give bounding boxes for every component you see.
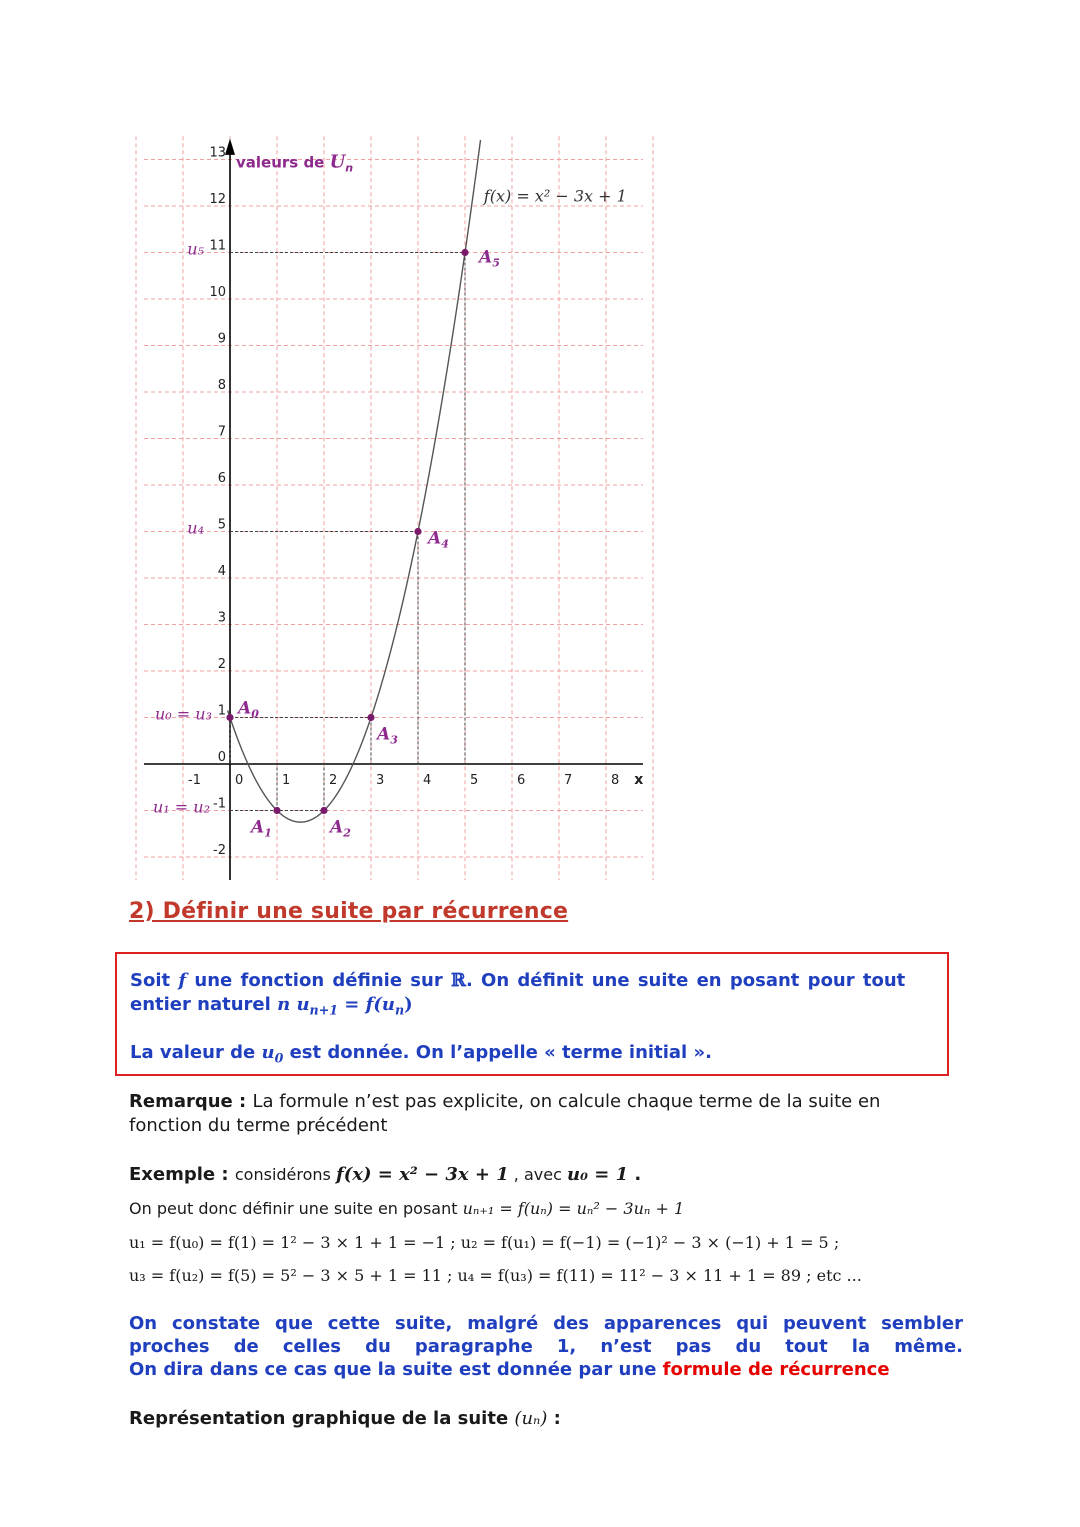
point-label: $A_2$: [330, 817, 351, 840]
graph-canvas: [120, 120, 680, 880]
sequence-term-label: u₁ = u₂: [152, 797, 210, 817]
sequence-point: [320, 807, 327, 814]
y-tick-label: 8: [217, 378, 226, 393]
graph-title: valeurs de $U_n$: [236, 151, 354, 175]
y-tick-label: 0: [217, 750, 226, 765]
x-tick-label: 6: [517, 773, 526, 788]
definition-box: [115, 952, 949, 1076]
definition-line-1: Soit f une fonction définie sur ℝ. On définit une suite en posant pour tout: [130, 970, 906, 991]
sequence-point: [273, 807, 280, 814]
x-tick-label: -1: [188, 773, 201, 788]
y-tick-label: 10: [209, 285, 226, 300]
x-tick-label: 8: [611, 773, 620, 788]
y-tick-label: -2: [213, 843, 226, 858]
function-curve: [228, 140, 481, 822]
point-label: $A_5$: [479, 247, 500, 270]
example-line-2: On peut donc définir une suite en posant uₙ₊₁ = f(uₙ) = uₙ² − 3uₙ + 1: [129, 1199, 685, 1218]
x-tick-label: 4: [423, 773, 432, 788]
x-tick-label: 7: [564, 773, 573, 788]
y-tick-label: 3: [217, 610, 226, 626]
point-label: $A_3$: [377, 724, 398, 747]
remark-line-2: fonction du terme précédent: [129, 1115, 388, 1136]
sequence-term-label: u₀ = u₃: [154, 704, 212, 724]
x-tick-label: 5: [470, 773, 479, 788]
example-line-3: u₁ = f(u₀) = f(1) = 1² − 3 × 1 + 1 = −1 ; u₂ = f(u₁) = f(−1) = (−1)² − 3 × (−1) + 1 = 5 ;: [129, 1233, 840, 1252]
conclusion-line-1: On constate que cette suite, malgré des apparences qui peuvent sembler: [129, 1313, 963, 1334]
x-tick-label: 0: [235, 773, 244, 788]
point-label: $A_4$: [428, 528, 449, 551]
x-tick-label: 2: [329, 773, 338, 788]
point-label: $A_1$: [251, 817, 272, 840]
y-tick-label: 2: [217, 657, 226, 672]
y-tick-label: 11: [209, 238, 226, 254]
y-tick-label: 1: [217, 703, 226, 719]
conclusion-line-3: On dira dans ce cas que la suite est donnée par une formule de récurrence: [129, 1359, 890, 1380]
x-tick-label: 3: [376, 773, 385, 788]
example-line-4: u₃ = f(u₂) = f(5) = 5² − 3 × 5 + 1 = 11 ; u₄ = f(u₃) = f(11) = 11² − 3 × 11 + 1 = 89 ; etc ...: [129, 1266, 862, 1285]
y-tick-label: -1: [213, 796, 226, 812]
sequence-point: [226, 714, 233, 721]
x-axis-label: x: [634, 772, 644, 788]
example-line-1: Exemple : considérons f(x) = x² − 3x + 1 , avec u₀ = 1 .: [129, 1164, 642, 1185]
y-tick-label: 6: [217, 471, 226, 486]
y-tick-label: 9: [217, 331, 226, 347]
sequence-graph: [120, 120, 680, 880]
sequence-point: [367, 714, 374, 721]
remark-line-1: Remarque : La formule n’est pas explicite, on calcule chaque terme de la suite en: [129, 1091, 881, 1112]
point-label: $A_0$: [238, 698, 259, 721]
section-title: 2) Définir une suite par récurrence: [129, 899, 569, 924]
y-tick-label: 4: [217, 564, 226, 579]
conclusion-line-2: proches de celles du paragraphe 1, n’est pas du tout la même.: [129, 1336, 963, 1357]
sequence-term-label: u₅: [187, 239, 204, 259]
sequence-point: [414, 528, 421, 535]
sequence-point: [461, 249, 468, 256]
y-tick-label: 12: [209, 192, 226, 207]
y-tick-label: 7: [217, 424, 226, 440]
function-formula: f(x) = x² − 3x + 1: [483, 186, 627, 206]
y-tick-label: 13: [209, 145, 226, 161]
y-axis-arrow: [225, 139, 235, 155]
definition-line-3: La valeur de $u_0$ est donnée. On l’appelle « terme initial ».: [130, 1042, 712, 1066]
sequence-term-label: u₄: [187, 518, 204, 538]
x-tick-label: 1: [282, 773, 291, 788]
y-tick-label: 5: [217, 517, 226, 533]
representation-line: Représentation graphique de la suite (uₙ) :: [129, 1408, 561, 1429]
definition-line-2: entier naturel n $u_{n+1} = f(u_n)$: [130, 994, 413, 1018]
